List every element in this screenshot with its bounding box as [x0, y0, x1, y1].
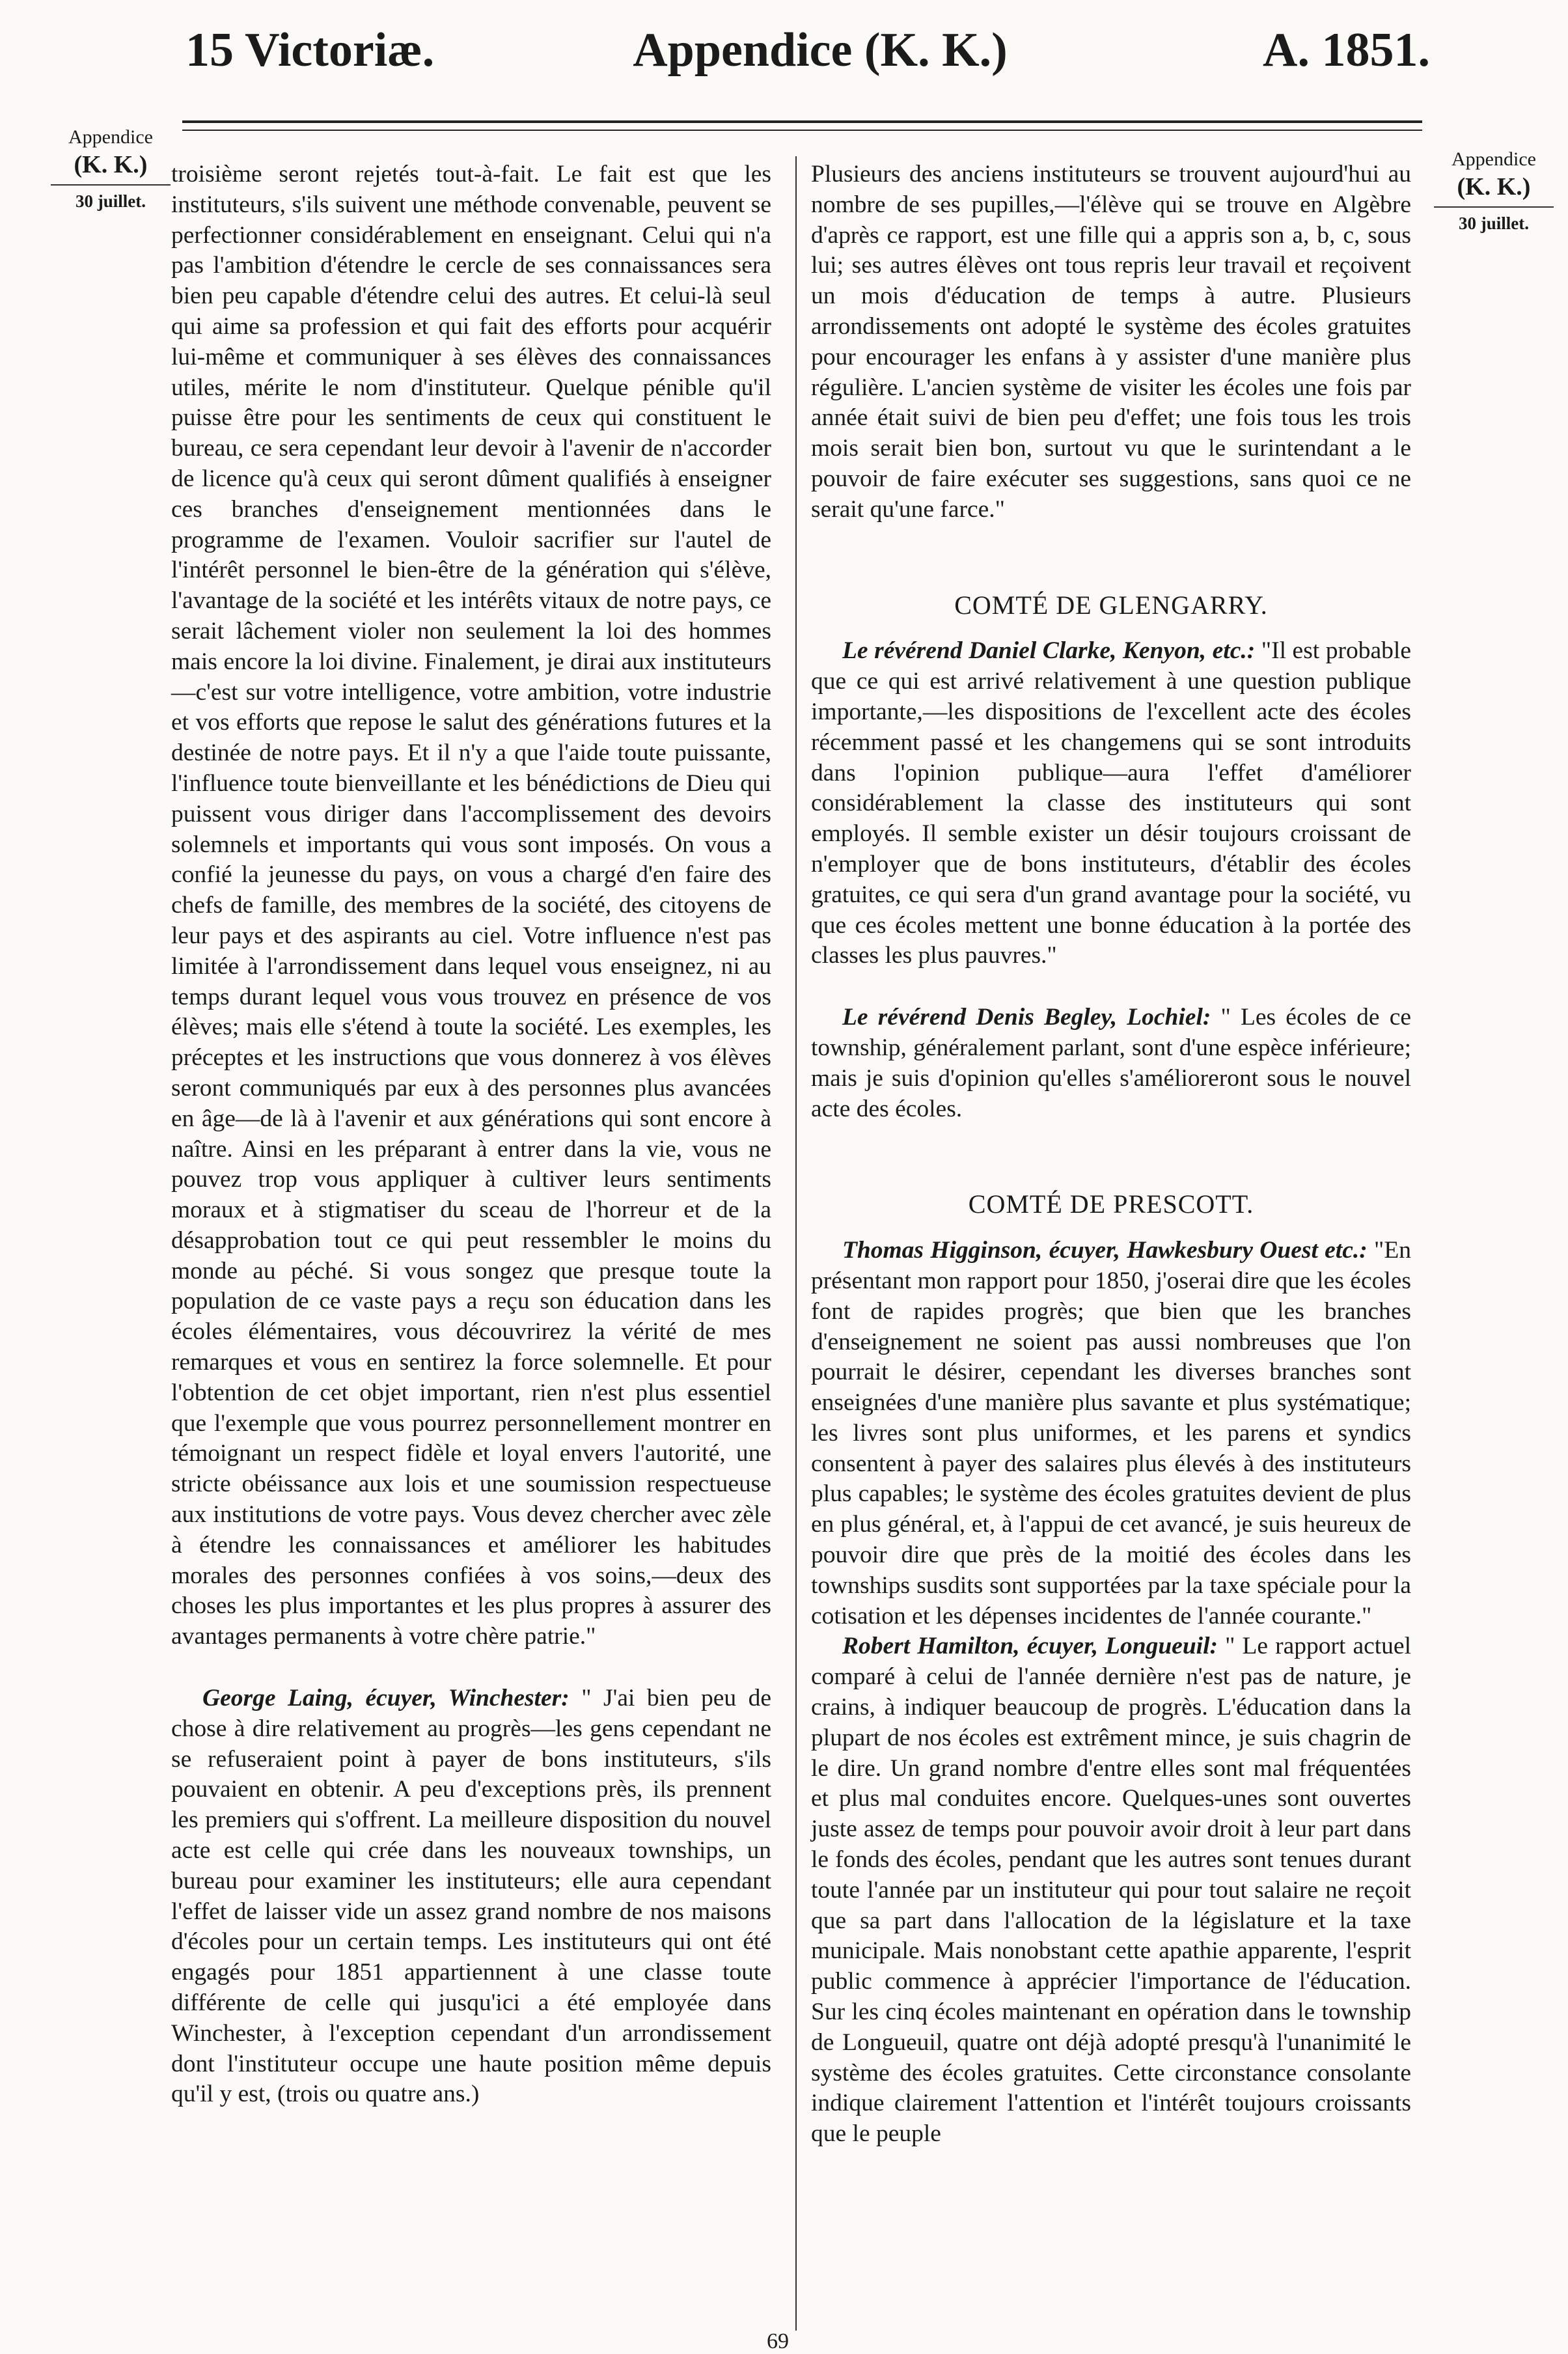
- report-text: "En présentant mon rapport pour 1850, j'oserai dire que les écoles font de rapides progrès; que bien que les branches d'enseignement ne soient pas aussi nombreuses que l'on pourrait le désirer, cependant les diverses branches sont enseignées d'une manière plus savante et plus systématique; les livres sont plus uniformes, et les parens et syndics consentent à payer des salaires plus élevés à des instituteurs plus capables; le système des écoles gratuites devient de plus en plus général, et, à l'appui de cet avancé, je suis heureux de pouvoir dire que près de la moitié des écoles dans les townships susdits sont supportées par la taxe spéciale pour la cotisation et les dépenses incidentes de l'année courante.": [811, 1237, 1412, 1629]
- margin-note-code: (K. K.): [1457, 173, 1531, 201]
- hamilton-report-paragraph: [811, 1631, 1411, 2150]
- margin-note-rule: [51, 184, 171, 186]
- margin-note-label: Appendice: [1451, 148, 1536, 170]
- report-text: " Le rapport actuel comparé à celui de l'année dernière n'est pas de nature, je crains, à indiquer beaucoup de progrès. L'éducation dans la plupart de nos écoles est extrêment mince, je suis chagrin de le dire. Un grand nombre d'entre elles sont mal fréquentées et plus mal conduites encore. Quelques-unes sont ouvertes juste assez de temps pour pouvoir avoir droit à leur part dans le fonds des écoles, pendant que les autres sont tenues durant toute l'année par un instituteur qui pour tout salaire ne reçoit que sa part dans l'allocation de la législature et la taxe municipale. Mais nonobstant cette apathie apparente, l'esprit public commence à apprécier l'importance de l'éducation. Sur les cinq écoles maintenant en opération dans le township de Longueuil, quatre ont déjà adopté presqu'à l'unanimité le système des écoles gratuites. Cette circonstance consolante indique clairement l'attention et l'intérêt toujours croissants que le peuple: [811, 1633, 1411, 2148]
- margin-note-code: (K. K.): [74, 150, 148, 178]
- report-text: " Les écoles de ce township, généralement parlant, sont d'une espèce inférieure; mais je suis d'opinion qu'elles s'amélioreront sous le nouvel acte des écoles.: [811, 1004, 1411, 1122]
- margin-note-label: Appendice: [68, 126, 153, 148]
- speaker-name: Thomas Higginson, écuyer, Hawkesbury Ouest etc.:: [842, 1237, 1368, 1264]
- laing-report-paragraph: [171, 1683, 771, 2110]
- header-rule-thick: [182, 120, 1422, 123]
- begley-report-paragraph: [811, 1003, 1411, 1124]
- margin-note-date: 30 juillet.: [76, 191, 146, 211]
- left-column: [171, 159, 771, 2110]
- section-heading-prescott: COMTÉ DE PRESCOTT.: [968, 1189, 1254, 1219]
- higginson-report-paragraph: [811, 1236, 1411, 1631]
- running-head-title: Appendice (K. K.): [633, 23, 1008, 77]
- margin-note-right: [1429, 147, 1559, 235]
- address-continuation-paragraph: troisième seront rejetés tout-à-fait. Le fait est que les instituteurs, s'ils suivent une méthode convenable, peuvent se perfectionner considérablement en enseignant. Celui qui n'a pas l'ambition d'étendre le cercle de ses connaissances sera bien peu capable d'étendre celui des autres. Et celui-là seul qui aime sa profession et qui fait des efforts pour acquérir lui-même et communiquer à ses élèves des connaissances utiles, mérite le nom d'instituteur. Quelque pénible qu'il puisse être pour les sentiments de ceux qui constituent le bureau, ce sera cependant leur devoir à l'avenir de n'accorder de licence qu'à ceux qui seront dûment qualifiés à enseigner ces branches d'enseignement mentionnées dans le programme de l'examen. Vouloir sacrifier sur l'autel de l'intérêt personnel le bien-être de la génération qui s'élève, l'avantage de la société et les intérêts vitaux de notre pays, ce serait lâchement violer non seulement la loi des hommes mais encore la loi divine. Finalement, je dirai aux instituteurs—c'est sur votre intelligence, votre ambition, votre industrie et vos efforts que repose le salut des générations futures et la destinée de notre pays. Et il n'y a que l'aide toute puissante, l'influence toute bienveillante et les bénédictions de Dieu qui puissent vous diriger dans l'accomplissement des devoirs solemnels et importants qui vous sont imposés. On vous a confié la jeunesse du pays, on vous a chargé d'en faire des chefs de famille, des membres de la société, des citoyens de leur pays et des aspirants au ciel. Votre influence n'est pas limitée à l'arrondissement dans lequel vous enseignez, ni au temps durant lequel vous vous trouvez en présence de vos élèves; mais elle s'étend à toute la société. Les exemples, les préceptes et les instructions que vous donnerez à vos élèves seront communiqués par eux à des personnes plus avancées en âge—de là à l'avenir et aux générations qui sont encore à naître. Ainsi en les préparant à entrer dans la vie, vous ne pouvez trop vous appliquer à cultiver leurs sentiments moraux et à stigmatiser du sceau de l'horreur et de la désapprobation tout ce qui peut ressembler le moins du monde au péché. Si vous songez que presque toute la population de ce vaste pays a reçu son éducation dans les écoles élémentaires, vous découvrirez la vérité de mes remarques et vous en sentirez la force solemnelle. Et pour l'obtention de cet objet important, rien n'est plus essentiel que l'exemple que vous pourrez personnellement montrer en témoignant un respect fidèle et loyal envers l'autorité, une stricte obéissance aux lois et une soumission respectueuse aux institutions de votre pays. Vous devez chercher avec zèle à étendre les connaissances et améliorer les habitudes morales des personnes confiées à vos soins,—deux des choses les plus importantes et les plus propres à assurer des avantages permanents à votre chère patrie.": [171, 161, 771, 1650]
- margin-note-rule: [1434, 206, 1554, 208]
- speaker-name: Le révérend Denis Begley, Lochiel:: [842, 1004, 1211, 1031]
- column-divider: [795, 156, 797, 2331]
- report-text: "Il est probable que ce qui est arrivé relativement à une question publique importante,—les dispositions de l'excellent acte des écoles récemment passé et les changemens qui se sont introduits dans l'opinion publique—aura l'effet d'améliorer considérablement la classe des instituteurs qui sont employés. Il semble exister un désir toujours croissant de n'employer que de bons instituteurs, d'établir des écoles gratuites, ce qui sera d'un grand avantage pour la société, vu que ces écoles mettent une bonne éducation à la portée des classes les plus pauvres.": [811, 637, 1411, 969]
- page-number: 69: [767, 2329, 789, 2353]
- speaker-name: Robert Hamilton, écuyer, Longueuil:: [842, 1633, 1218, 1660]
- clarke-report-paragraph: [811, 636, 1411, 971]
- report-text: " J'ai bien peu de chose à dire relativement au progrès—les gens cependant ne se refuseraient point à payer de bons instituteurs, s'ils pouvaient en obtenir. A peu d'exceptions près, ils prennent les premiers qui s'offrent. La meilleure disposition du nouvel acte est celle qui crée dans les nouveaux townships, un bureau pour examiner les instituteurs; elle aura cependant l'effet de laisser vide un assez grand nombre de nos maisons d'écoles pour un certain temps. Les instituteurs qui ont été engagés pour 1851 appartiennent à une classe toute différente de celle qui jusqu'ici a été employée dans Winchester, à l'exception cependant d'un arrondissement dont l'instituteur occupe une haute position même depuis qu'il y est, (trois ou quatre ans.): [171, 1685, 771, 2108]
- margin-note-date: 30 juillet.: [1459, 214, 1529, 233]
- speaker-name: Le révérend Daniel Clarke, Kenyon, etc.:: [842, 637, 1256, 665]
- report-continuation-paragraph: Plusieurs des anciens instituteurs se trouvent aujourd'hui au nombre de ses pupilles,—l'élève qui se trouve en Algèbre d'après ce rapport, est une fille qui a appris son a, b, c, sous lui; ses autres élèves ont tous repris leur travail et reçoivent un mois d'éducation de temps à autre. Plusieurs arrondissements ont adopté le système des écoles gratuites pour encourager les enfans à y assister d'une manière plus régulière. L'ancien système de visiter les écoles une fois par année était suivi de bien peu d'effet; une fois tous les trois mois serait bien bon, surtout vu que le surintendant a le pouvoir de faire exécuter ses suggestions, sans quoi ce ne serait qu'une farce.": [811, 161, 1411, 523]
- running-head-year: A. 1851.: [1263, 23, 1430, 77]
- running-head-regnal-year: 15 Victoriæ.: [186, 23, 435, 77]
- margin-note-left: [46, 125, 176, 213]
- section-heading-glengarry: COMTÉ DE GLENGARRY.: [954, 590, 1268, 620]
- right-column: [811, 159, 1411, 2150]
- speaker-name: George Laing, écuyer, Winchester:: [202, 1685, 570, 1712]
- header-rule-thin: [182, 130, 1422, 131]
